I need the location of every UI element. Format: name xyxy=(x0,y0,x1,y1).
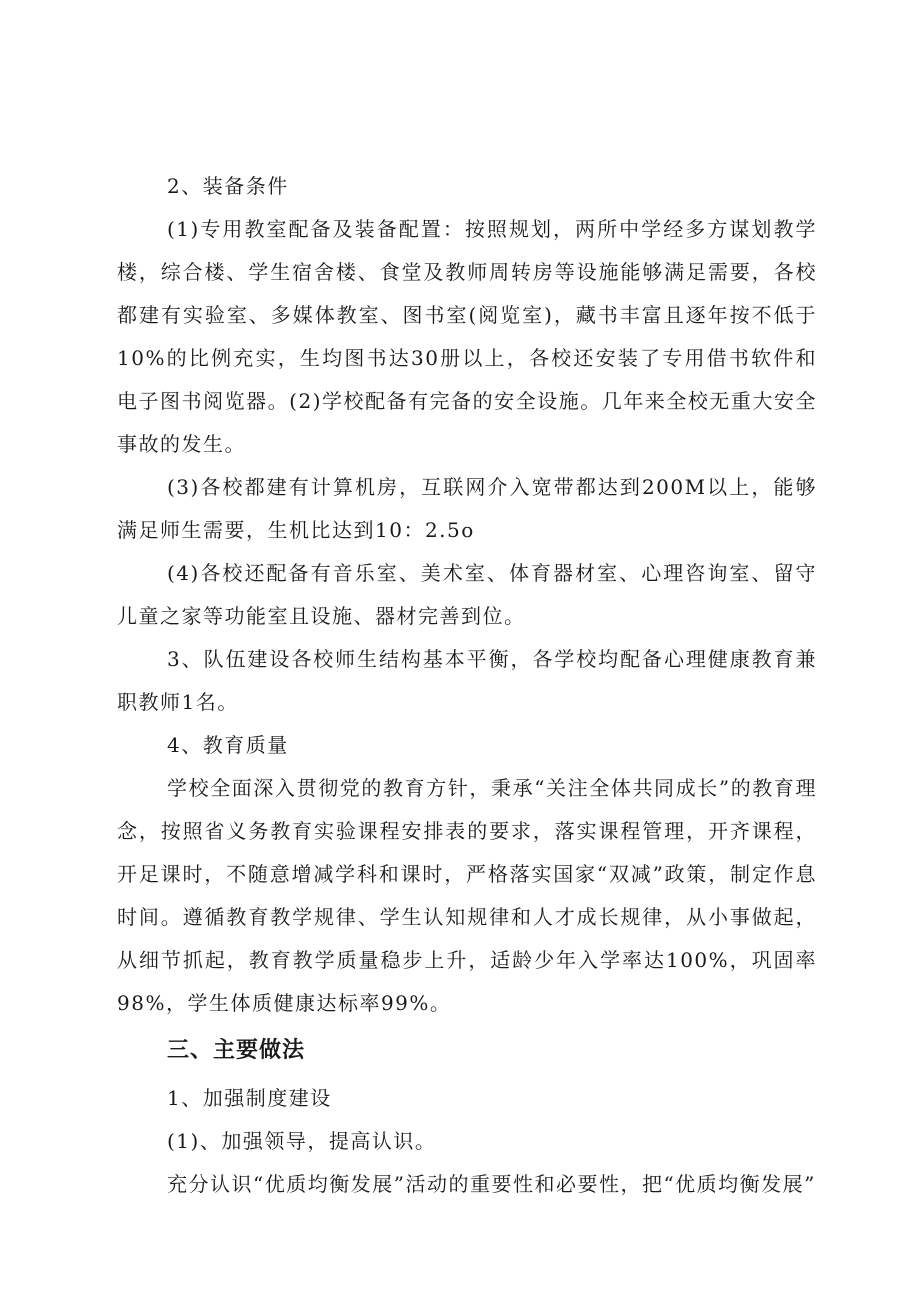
heading-main-practices: 三、主要做法 xyxy=(167,1038,306,1063)
section-equipment-conditions: 2、装备条件 xyxy=(167,174,289,198)
paragraph-classroom-equipment: (1)专用教室配备及装备配置：按照规划，两所中学经多方谋划教学楼，综合楼、学生宿舍楼、食堂及教师周转房等设施能够满足需要，各校都建有实验室、多媒体教室、图书室(阅览室)，藏书丰富且逐年按不低于10%的比例充实，生均图书达30册以上，各校还安装了专用借书软件和电子图书阅览器。(2)学校配备有完备的安全设施。几年来全校无重大安全事故的发生。 xyxy=(117,217,817,456)
paragraph-computer-rooms: (3)各校都建有计算机房，互联网介入宽带都达到200M以上，能够满足师生需要，生机比达到10：2.5o xyxy=(117,475,817,542)
document-body xyxy=(117,165,817,1206)
section-education-quality: 4、教育质量 xyxy=(167,733,289,757)
paragraph-staff-building: 3、队伍建设各校师生结构基本平衡，各学校均配备心理健康教育兼职教师1名。 xyxy=(117,647,817,714)
paragraph-education-quality: 学校全面深入贯彻党的教育方针，秉承“关注全体共同成长”的教育理念，按照省义务教育实验课程安排表的要求，落实课程管理，开齐课程，开足课时，不随意增减学科和课时，严格落实国家“双减”政策，制定作息时间。遵循教育教学规律、学生认知规律和人才成长规律，从小事做起，从细节抓起，教育教学质量稳步上升，适龄少年入学率达100%，巩固率98%，学生体质健康达标率99%。 xyxy=(117,776,817,1015)
paragraph-awareness: 充分认识“优质均衡发展”活动的重要性和必要性，把“优质均衡发展” xyxy=(167,1172,816,1196)
paragraph-function-rooms: (4)各校还配备有音乐室、美术室、体育器材室、心理咨询室、留守儿童之家等功能室且设施、器材完善到位。 xyxy=(117,561,817,628)
subsection-leadership: (1)、加强领导，提高认识。 xyxy=(167,1129,437,1153)
section-institution-building: 1、加强制度建设 xyxy=(167,1086,332,1110)
